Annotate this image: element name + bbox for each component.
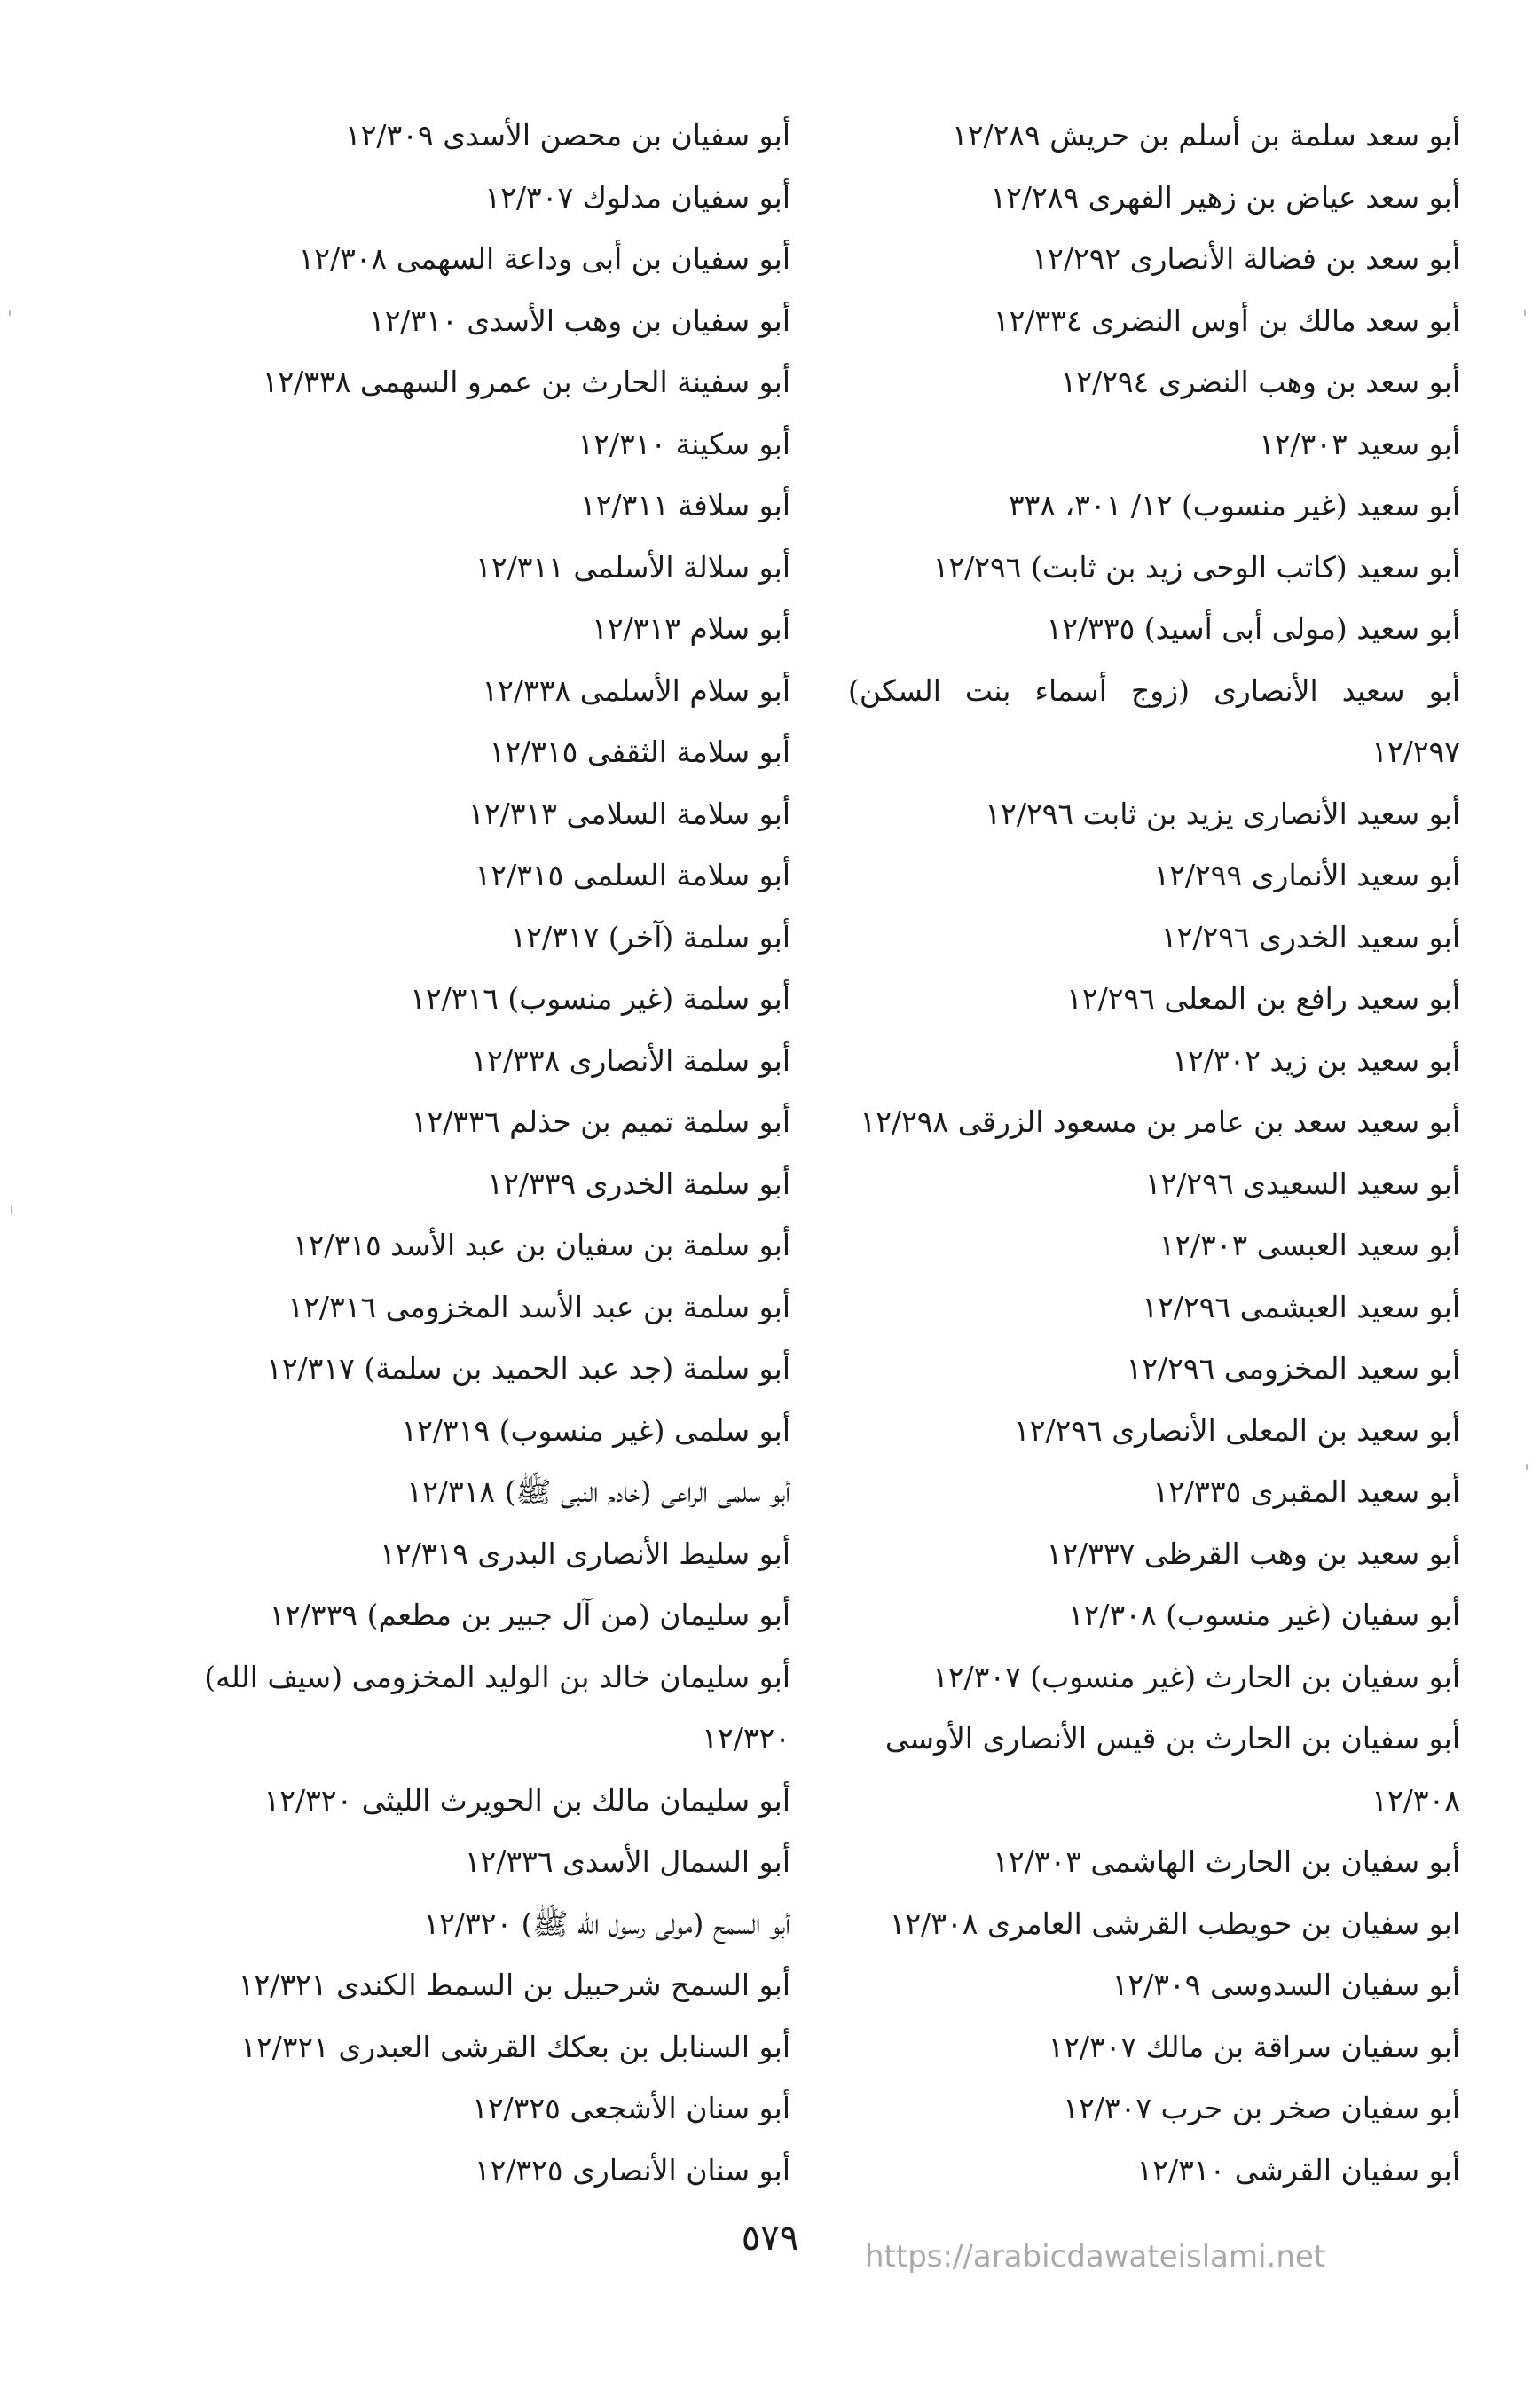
index-entry: أبو سلامة السلمى ١٢/٣١٥ (475, 858, 790, 892)
index-entry: أبو سلالة الأسلمى ١٢/٣١١ (475, 549, 790, 585)
index-entry: أبو سفيان بن أبى وداعة السهمى ١٢/٣٠٨ (298, 241, 790, 276)
index-entry: أبو سفيان صخر بن حرب ١٢/٣٠٧ (1063, 2091, 1460, 2125)
index-entry: أبو سفينة الحارث بن عمرو السهمى ١٢/٣٣٨ (262, 365, 790, 399)
scan-speck (1526, 1464, 1528, 1470)
index-entry: أبو سلمة (آخر) ١٢/٣١٧ (510, 919, 790, 955)
index-entry: أبو سعيد المقبرى ١٢/٣٣٥ (1152, 1474, 1460, 1509)
index-entry: أبو سفيان القرشى ١٢/٣١٠ (1136, 2152, 1460, 2188)
index-entry: أبو سلمى (غير منسوب) ١٢/٣١٩ (401, 1412, 790, 1448)
index-entry: أبو سعيد (مولى أبى أسيد) ١٢/٣٣٥ (1046, 611, 1460, 646)
index-entry: أبو سعيد سعد بن عامر بن مسعود الزرقى ١٢/٢٩٨ (860, 1104, 1460, 1139)
index-entry: أبو سلمة (جد عبد الحميد بن سلمة) ١٢/٣١٧ (266, 1351, 790, 1386)
index-entry: أبو السمال الأسدى ١٢/٣٣٦ (464, 1844, 790, 1879)
index-entry: أبو سعيد (غير منسوب) ١٢/ ٣٠١، ٣٣٨ (1008, 488, 1460, 522)
index-entry: أبو سعيد المخزومى ١٢/٢٩٦ (1126, 1351, 1460, 1386)
index-entry: أبو سفيان مدلوك ١٢/٣٠٧ (484, 179, 790, 215)
index-entry: أبو سعد سلمة بن أسلم بن حريش ١٢/٢٨٩ (952, 118, 1460, 153)
index-entry: أبو سلمة بن عبد الأسد المخزومى ١٢/٣١٦ (287, 1289, 790, 1324)
index-entry: أبو سعد عياض بن زهير الفهرى ١٢/٢٨٩ (990, 179, 1460, 215)
index-entry: أبو سعيد الخدرى ١٢/٢٩٦ (1160, 919, 1460, 955)
index-entry: أبو سعيد العبسى ١٢/٣٠٣ (1159, 1228, 1460, 1262)
index-entry: أبو سفيان السدوسى ١٢/٣٠٩ (1112, 1968, 1460, 2002)
index-entry: أبو سنان الأنصارى ١٢/٣٢٥ (474, 2152, 790, 2188)
index-entry: أبو سعد بن وهب النضرى ١٢/٢٩٤ (1060, 365, 1460, 399)
index-entry: أبو سلمة الأنصارى ١٢/٣٣٨ (471, 1042, 790, 1078)
index-entry: أبو سفيان بن الحارث (غير منسوب) ١٢/٣٠٧ (932, 1659, 1460, 1694)
index-entry: أبو سعيد العبشمى ١٢/٢٩٦ (1142, 1289, 1460, 1324)
index-entry: أبو سلمة (غير منسوب) ١٢/٣١٦ (410, 981, 790, 1016)
index-entry: أبو سكينة ١٢/٣١٠ (578, 426, 790, 461)
index-entry: أبو سلمة بن سفيان بن عبد الأسد ١٢/٣١٥ (292, 1228, 790, 1262)
scan-speck (11, 1206, 12, 1214)
index-entry: أبو سعيد الأنصارى يزيد بن ثابت ١٢/٢٩٦ (985, 796, 1460, 831)
index-entry: أبو سليمان مالك بن الحويرث الليثى ١٢/٣٢٠ (263, 1782, 790, 1818)
index-entry: أبو سعيد بن وهب القرظى ١٢/٣٣٧ (1046, 1536, 1460, 1571)
index-entry: أبو السمح (مولى رسول الله ﷺ) ١٢/٣٢٠ (423, 1905, 790, 1941)
index-entry: أبو سعيد رافع بن المعلى ١٢/٢٩٦ (1066, 981, 1460, 1016)
watermark-url: https://arabicdawateislami.net (865, 2239, 1326, 2274)
index-entry: أبو سفيان سراقة بن مالك ١٢/٣٠٧ (1048, 2029, 1460, 2064)
scan-speck (9, 310, 11, 316)
scan-speck (1524, 310, 1526, 316)
index-entry: أبو سعيد (كاتب الوحى زيد بن ثابت) ١٢/٢٩٦ (932, 549, 1460, 585)
index-entry: أبو سلمة الخدرى ١٢/٣٣٩ (487, 1166, 790, 1201)
index-entry: أبو سعيد الأنمارى ١٢/٢٩٩ (1153, 858, 1460, 892)
index-entry: أبو سفيان بن الحارث بن قيس الأنصارى الأوسى ١٢/٣٠٨ (884, 1721, 1460, 1818)
index-entry: أبو سليمان (من آل جبير بن مطعم) ١٢/٣٣٩ (269, 1598, 790, 1632)
page-number: ٥٧٩ (741, 2218, 799, 2259)
index-entry: أبو سلمى الراعى (خادم النبى ﷺ) ١٢/٣١٨ (406, 1474, 790, 1509)
index-entry: أبو سعيد بن المعلى الأنصارى ١٢/٢٩٦ (1013, 1412, 1460, 1448)
index-entry: أبو سفيان بن محصن الأسدى ١٢/٣٠٩ (344, 118, 790, 153)
index-entry: أبو سفيان بن وهب الأسدى ١٢/٣١٠ (368, 302, 790, 338)
index-entry: أبو سفيان (غير منسوب) ١٢/٣٠٨ (1067, 1598, 1460, 1632)
index-entry: أبو سلام ١٢/٣١٣ (592, 611, 790, 646)
index-entry: أبو سعد بن فضالة الأنصارى ١٢/٢٩٢ (1032, 241, 1460, 276)
index-entry: أبو السمح شرحبيل بن السمط الكندى ١٢/٣٢١ (238, 1968, 790, 2002)
index-entry: أبو سلمة تميم بن حذلم ١٢/٣٣٦ (411, 1104, 790, 1139)
index-entry: ابو سفيان بن حويطب القرشى العامرى ١٢/٣٠٨ (889, 1905, 1460, 1941)
index-entry: أبو سنان الأشجعى ١٢/٣٢٥ (472, 2091, 790, 2125)
index-entry: أبو سليمان خالد بن الوليد المخزومى (سيف الله) ١٢/٣٢٠ (204, 1659, 790, 1756)
index-entry: أبو سليط الأنصارى البدرى ١٢/٣١٩ (380, 1536, 790, 1571)
index-entry: أبو سعيد الأنصارى (زوج أسماء بنت السكن) ١٢/٢٩٧ (848, 672, 1460, 769)
index-entry: أبو سلامة السلامى ١٢/٣١٣ (468, 796, 790, 831)
index-column-right (786, 105, 1460, 2201)
index-entry: أبو سعد مالك بن أوس النضرى ١٢/٣٣٤ (993, 302, 1460, 338)
index-entry: أبو سعيد بن زيد ١٢/٣٠٢ (1172, 1042, 1460, 1078)
index-entry: أبو سلافة ١٢/٣١١ (580, 488, 790, 522)
index-entry: أبو سعيد ١٢/٣٠٣ (1259, 426, 1460, 461)
index-entry: أبو سلام الأسلمى ١٢/٣٣٨ (482, 672, 790, 708)
index-entry: أبو سفيان بن الحارث الهاشمى ١٢/٣٠٣ (993, 1844, 1460, 1879)
index-column-left (81, 105, 790, 2201)
index-entry: أبو سلامة الثقفى ١٢/٣١٥ (489, 735, 790, 769)
index-entry: أبو سعيد السعيدى ١٢/٢٩٦ (1144, 1166, 1460, 1201)
index-entry: أبو السنابل بن بعكك القرشى العبدرى ١٢/٣٢١ (240, 2029, 790, 2064)
